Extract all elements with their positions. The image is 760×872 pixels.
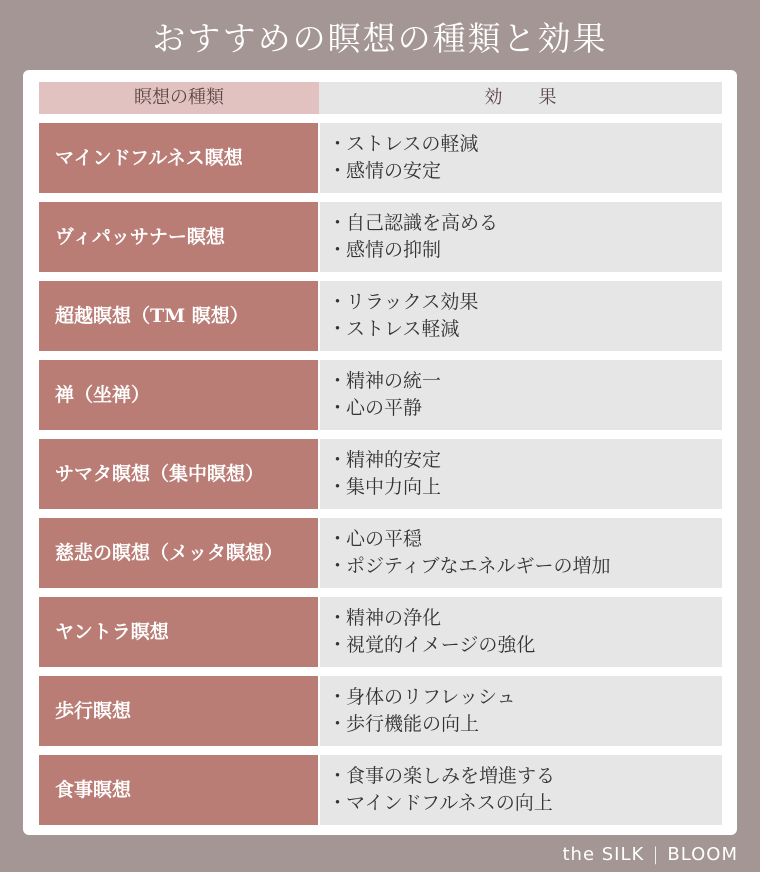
bullet: ・ bbox=[328, 528, 348, 550]
effect-item: ・歩行機能の向上 bbox=[328, 711, 722, 738]
header-effect: 効 果 bbox=[319, 82, 722, 114]
bullet: ・ bbox=[328, 686, 348, 708]
effects-cell bbox=[320, 360, 722, 430]
effects-cell bbox=[320, 281, 722, 351]
effect-item: ・ポジティブなエネルギーの増加 bbox=[328, 553, 722, 580]
table-row bbox=[39, 360, 722, 430]
page-title: おすすめの瞑想の種類と効果 bbox=[152, 19, 608, 58]
meditation-type: 歩行瞑想 bbox=[39, 676, 318, 746]
effect-item: ・食事の楽しみを増進する bbox=[328, 763, 722, 790]
effects-cell bbox=[320, 202, 722, 272]
table-row bbox=[39, 202, 722, 272]
effect-item: ・精神的安定 bbox=[328, 447, 722, 474]
meditation-type: 食事瞑想 bbox=[39, 755, 318, 825]
table-row bbox=[39, 676, 722, 746]
meditation-table bbox=[23, 70, 737, 835]
meditation-type: サマタ瞑想（集中瞑想） bbox=[39, 439, 318, 509]
effect-item: ・集中力向上 bbox=[328, 474, 722, 501]
bullet: ・ bbox=[328, 370, 348, 392]
meditation-type: ヤントラ瞑想 bbox=[39, 597, 318, 667]
header-type: 瞑想の種類 bbox=[39, 82, 319, 114]
bullet: ・ bbox=[328, 133, 348, 155]
bullet: ・ bbox=[328, 318, 348, 340]
effects-cell bbox=[320, 755, 722, 825]
bullet: ・ bbox=[328, 634, 348, 656]
logo-right: BLOOM bbox=[667, 844, 738, 865]
meditation-type: マインドフルネス瞑想 bbox=[39, 123, 318, 193]
table-row bbox=[39, 755, 722, 825]
table-row bbox=[39, 518, 722, 588]
effect-item: ・心の平静 bbox=[328, 395, 722, 422]
effect-item: ・心の平穏 bbox=[328, 526, 722, 553]
bullet: ・ bbox=[328, 291, 348, 313]
effect-item: ・感情の安定 bbox=[328, 158, 722, 185]
table-row bbox=[39, 281, 722, 351]
table-row bbox=[39, 597, 722, 667]
effect-item: ・精神の浄化 bbox=[328, 605, 722, 632]
effects-cell bbox=[320, 439, 722, 509]
effect-item: ・視覚的イメージの強化 bbox=[328, 632, 722, 659]
effect-item: ・自己認識を高める bbox=[328, 210, 722, 237]
effect-item: ・リラックス効果 bbox=[328, 289, 722, 316]
bullet: ・ bbox=[328, 476, 348, 498]
meditation-type: 超越瞑想（TM 瞑想） bbox=[39, 281, 318, 351]
bullet: ・ bbox=[328, 397, 348, 419]
effects-cell bbox=[320, 597, 722, 667]
bullet: ・ bbox=[328, 212, 348, 234]
effects-cell bbox=[320, 518, 722, 588]
effect-item: ・マインドフルネスの向上 bbox=[328, 790, 722, 817]
bullet: ・ bbox=[328, 160, 348, 182]
effects-cell bbox=[320, 123, 722, 193]
effect-item: ・感情の抑制 bbox=[328, 237, 722, 264]
meditation-type: ヴィパッサナー瞑想 bbox=[39, 202, 318, 272]
effect-item: ・ストレス軽減 bbox=[328, 316, 722, 343]
effect-item: ・精神の統一 bbox=[328, 368, 722, 395]
effect-item: ・ストレスの軽減 bbox=[328, 131, 722, 158]
bullet: ・ bbox=[328, 449, 348, 471]
effects-cell bbox=[320, 676, 722, 746]
logo-separator: | bbox=[652, 844, 660, 865]
bullet: ・ bbox=[328, 765, 348, 787]
brand-logo bbox=[562, 843, 738, 867]
bullet: ・ bbox=[328, 239, 348, 261]
bullet: ・ bbox=[328, 607, 348, 629]
effect-item: ・身体のリフレッシュ bbox=[328, 684, 722, 711]
bullet: ・ bbox=[328, 713, 348, 735]
table-row bbox=[39, 439, 722, 509]
meditation-type: 禅（坐禅） bbox=[39, 360, 318, 430]
logo-left: the SILK bbox=[562, 844, 645, 865]
meditation-type: 慈悲の瞑想（メッタ瞑想） bbox=[39, 518, 318, 588]
bullet: ・ bbox=[328, 555, 348, 577]
bullet: ・ bbox=[328, 792, 348, 814]
table-row bbox=[39, 123, 722, 193]
